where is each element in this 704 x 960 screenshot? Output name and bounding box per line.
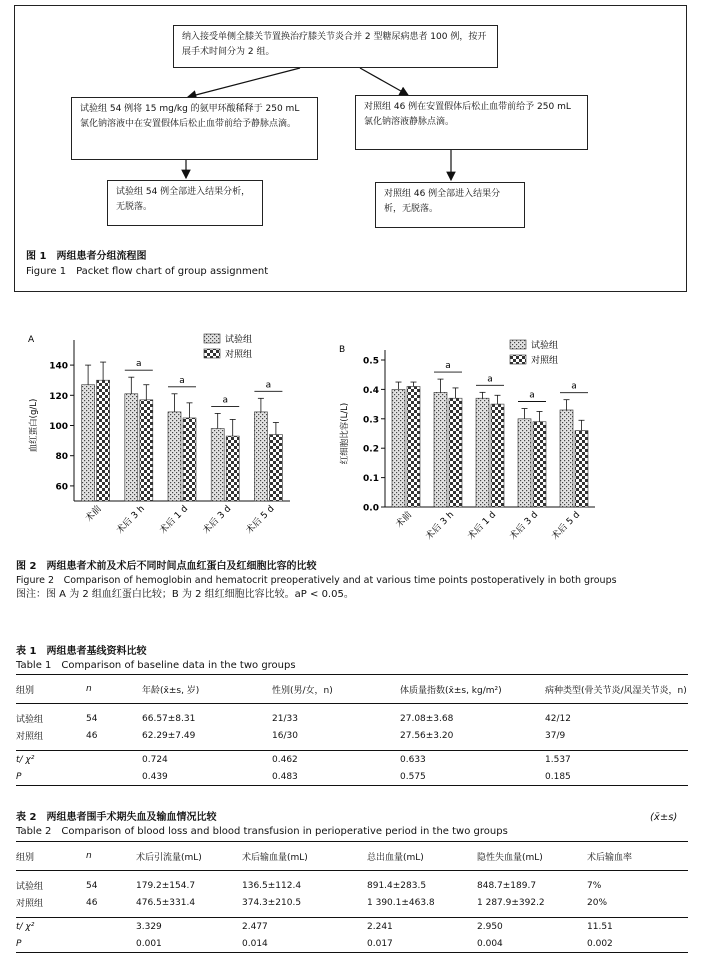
table2-unit-note: (x̄±s) (650, 812, 678, 823)
y-tick-label: 0.4 (363, 385, 379, 396)
table-header-row (16, 842, 688, 871)
y-axis-label: 红细胞比容(L/L) (340, 402, 350, 465)
table-cell (86, 751, 142, 769)
legend-label: 试验组 (225, 335, 253, 345)
table-cell: 891.4±283.5 (367, 880, 427, 891)
legend-swatch (204, 349, 220, 358)
table-cell: 0.439 (142, 768, 272, 786)
x-tick-label: 术后 3 d (201, 504, 234, 536)
table-stat-row (16, 935, 688, 953)
flow-right-box: 对照组 46 例在安置假体后松止血带前给予 250 mL 氯化钠溶液静脉点滴。 (355, 95, 588, 150)
table-cell: 对照组 (16, 732, 44, 742)
table-cell: 3.329 (136, 918, 242, 936)
y-tick-label: 0.2 (363, 444, 379, 455)
table-cell: 0.483 (272, 768, 400, 786)
flow-left-result-box: 试验组 54 例全部进入结果分析，无脱落。 (107, 180, 263, 226)
table-cell: 54 (86, 880, 98, 891)
table2-title-en: Table 2 Comparison of blood loss and blood transfusion in perioperative period in the two groups (16, 826, 508, 837)
table-header-cell: 性别(男/女，n) (272, 675, 400, 704)
table-cell: 7% (587, 880, 602, 891)
table-row (16, 894, 688, 911)
y-tick-label: 0.1 (363, 474, 379, 485)
figure2-charts (0, 320, 704, 555)
bar (211, 429, 224, 501)
table1-grid (16, 674, 688, 786)
flow-left-box: 试验组 54 例将 15 mg/kg 的氨甲环酸稀释于 250 mL 氯化钠溶液中在安置假体后松止血带前给予静脉点滴。 (71, 97, 318, 160)
table-cell (86, 768, 142, 786)
table-cell: 46 (86, 897, 98, 908)
significance-label: a (136, 359, 142, 370)
table-header-row (16, 675, 688, 704)
y-axis-label: 血红蛋白(g/L) (29, 398, 39, 453)
figure1-caption-en: Figure 1 Packet flow chart of group assignment (26, 266, 269, 277)
table-cell: 27.08±3.68 (400, 713, 454, 724)
table-cell: 0.462 (272, 751, 400, 769)
significance-label: a (529, 390, 535, 401)
legend-swatch (204, 334, 220, 343)
table-stat-row (16, 918, 688, 936)
table-header-cell: 年龄(x̄±s, 岁) (142, 675, 272, 704)
bar (97, 380, 110, 501)
legend-label: 对照组 (531, 356, 559, 366)
table-cell: 1 390.1±463.8 (367, 897, 435, 908)
figure2-caption-en: Figure 2 Comparison of hemoglobin and hematocrit preoperatively and at various time points postoperatively in both groups (16, 575, 617, 586)
table-header-cell: 体质量指数(x̄±s, kg/m²) (400, 675, 545, 704)
x-tick-label: 术后 3 h (114, 504, 147, 536)
table-cell: 20% (587, 897, 608, 908)
table-cell: 0.014 (242, 935, 367, 953)
legend-swatch (510, 355, 526, 364)
y-tick-label: 140 (49, 361, 68, 372)
table2 (16, 841, 688, 953)
bar (407, 386, 420, 507)
bar (575, 431, 588, 507)
table-cell: 2.241 (367, 918, 477, 936)
y-tick-label: 80 (55, 452, 68, 463)
figure2-note: 图注：图 A 为 2 组血红蛋白比较；B 为 2 组红细胞比容比较。aP < 0.05。 (16, 589, 354, 600)
table-stat-row (16, 768, 688, 786)
table-cell: 27.56±3.20 (400, 730, 454, 741)
table-cell: 37/9 (545, 730, 566, 741)
x-tick-label: 术后 5 d (244, 504, 277, 536)
x-tick-label: 术后 1 d (158, 504, 191, 536)
table-cell (86, 935, 136, 953)
panel-label: A (28, 335, 35, 345)
table-cell: 46 (86, 730, 98, 741)
table-cell: 0.017 (367, 935, 477, 953)
significance-label: a (487, 374, 493, 385)
table-cell: P (16, 768, 86, 786)
table2-grid (16, 841, 688, 953)
bar (125, 394, 138, 501)
table-header-cell: n (86, 842, 136, 871)
table-header-cell: 病种类型(骨关节炎/风湿关节炎，n) (545, 675, 688, 704)
table1-title-cn: 表 1 两组患者基线资料比较 (16, 646, 147, 657)
significance-label: a (265, 380, 272, 391)
table-cell: 0.575 (400, 768, 545, 786)
table-cell: 2.950 (477, 918, 587, 936)
table-cell: t/ χ² (16, 751, 86, 769)
table-stat-row (16, 751, 688, 769)
table-cell: 0.001 (136, 935, 242, 953)
bar (140, 400, 153, 501)
bar (226, 436, 239, 501)
significance-label: a (179, 375, 185, 386)
table-cell: 0.004 (477, 935, 587, 953)
table-cell: 42/12 (545, 713, 571, 724)
chart-b (339, 339, 595, 542)
table-row (16, 877, 688, 894)
panel-label: B (339, 345, 346, 355)
table-cell: 374.3±210.5 (242, 897, 302, 908)
bar (491, 404, 504, 507)
table-cell: 66.57±8.31 (142, 713, 196, 724)
flow-right-result-box: 对照组 46 例全部进入结果分析，无脱落。 (375, 182, 525, 228)
table-row (16, 727, 688, 744)
table-header-cell: 组别 (16, 842, 86, 871)
table-cell: 1 287.9±392.2 (477, 897, 545, 908)
legend-label: 对照组 (225, 350, 253, 360)
bar (254, 412, 267, 501)
table-cell: P (16, 935, 86, 953)
y-tick-label: 0.3 (363, 415, 379, 426)
x-tick-label: 术前 (394, 510, 415, 530)
x-tick-label: 术后 5 d (550, 510, 583, 542)
figure1-caption-cn: 图 1 两组患者分组流程图 (26, 251, 147, 262)
table-cell: 试验组 (16, 715, 44, 725)
table1-title-en: Table 1 Comparison of baseline data in the two groups (16, 660, 296, 671)
bar (183, 418, 196, 501)
x-tick-label: 术后 1 d (466, 510, 499, 542)
table-header-cell: 总出血量(mL) (367, 842, 477, 871)
significance-label: a (571, 381, 577, 392)
bar (449, 398, 462, 507)
table-header-cell: n (86, 675, 142, 704)
legend-swatch (510, 340, 526, 349)
table-cell: 0.002 (587, 935, 688, 953)
table-row (16, 710, 688, 727)
table-cell: 476.5±331.4 (136, 897, 196, 908)
bar (518, 419, 531, 507)
bar (434, 392, 447, 507)
table-cell: 2.477 (242, 918, 367, 936)
significance-label: a (445, 361, 451, 372)
x-tick-label: 术后 3 h (424, 510, 457, 542)
bar (560, 410, 573, 507)
legend-label: 试验组 (531, 341, 559, 351)
flow-top-box: 纳入接受单侧全膝关节置换治疗膝关节炎合并 2 型糖尿病患者 100 例，按开展手术时间分为 2 组。 (173, 25, 498, 68)
bar (476, 398, 489, 507)
y-tick-label: 0.5 (363, 356, 379, 367)
y-tick-label: 0.0 (363, 503, 379, 514)
chart-a (28, 333, 290, 536)
table-cell: 试验组 (16, 882, 44, 892)
bar (533, 422, 546, 507)
table-header-cell: 术后输血率 (587, 842, 688, 871)
table-cell: 对照组 (16, 899, 44, 909)
table-cell: 1.537 (545, 751, 688, 769)
arrow-to-right-group (360, 68, 408, 95)
table-header-cell: 术后引流量(mL) (136, 842, 242, 871)
significance-label: a (222, 395, 228, 406)
arrow-to-left-group (188, 68, 300, 97)
y-tick-label: 100 (49, 422, 68, 432)
y-tick-label: 60 (55, 482, 68, 493)
table-cell: 179.2±154.7 (136, 880, 196, 891)
bar (269, 435, 282, 501)
table-cell: 11.51 (587, 918, 688, 936)
bar (392, 389, 405, 507)
table-cell: 54 (86, 713, 98, 724)
table-cell: 0.185 (545, 768, 688, 786)
table-cell: 848.7±189.7 (477, 880, 537, 891)
x-tick-label: 术前 (83, 504, 104, 524)
table-cell: t/ χ² (16, 918, 86, 936)
table-header-cell: 术后输血量(mL) (242, 842, 367, 871)
table-cell: 0.633 (400, 751, 545, 769)
table-cell: 0.724 (142, 751, 272, 769)
table-header-cell: 隐性失血量(mL) (477, 842, 587, 871)
y-tick-label: 120 (49, 391, 68, 402)
table1 (16, 674, 688, 786)
bar (82, 385, 95, 501)
table-cell: 62.29±7.49 (142, 730, 196, 741)
table-header-cell: 组别 (16, 675, 86, 704)
figure2-caption-cn: 图 2 两组患者术前及术后不同时间点血红蛋白及红细胞比容的比较 (16, 561, 317, 572)
bar (168, 412, 181, 501)
x-tick-label: 术后 3 d (508, 510, 541, 542)
table-cell: 16/30 (272, 730, 298, 741)
table-cell: 136.5±112.4 (242, 880, 302, 891)
table2-title-cn: 表 2 两组患者围手术期失血及输血情况比较 (16, 812, 217, 823)
table-cell: 21/33 (272, 713, 298, 724)
table-cell (86, 918, 136, 936)
